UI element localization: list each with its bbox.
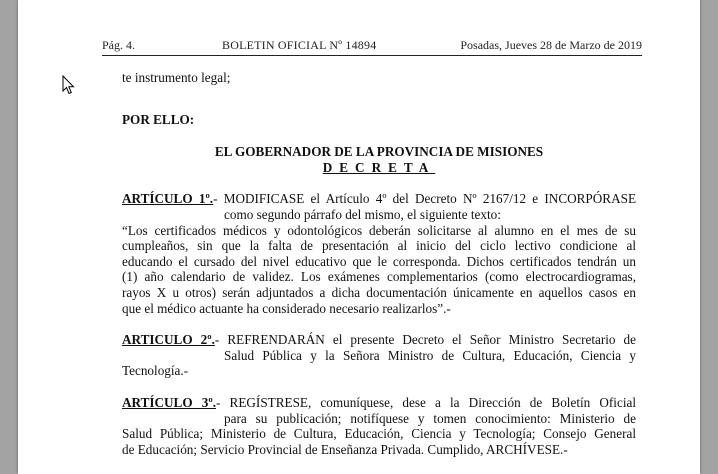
article-1 [122, 191, 636, 316]
article-3 [122, 395, 636, 457]
bulletin-title: BOLETIN OFICIAL Nº 14894 [222, 38, 377, 52]
quote-line-3: educando el cursado del nivel educativo que le corresponda. Dichos certificados tendrán un [122, 253, 636, 269]
document-body [122, 70, 636, 457]
article-3-line3: Salud Pública; Ministerio de Cultura, Educación, Ciencia y Tecnología; Consejo General [122, 426, 636, 442]
quote-line-6: que el médico actuante ha considerado necesario realizarlos”.- [122, 300, 451, 316]
page-number: Pág. 4. [102, 38, 135, 52]
running-header [102, 38, 642, 56]
article-2-label: ARTICULO 2º. [122, 332, 215, 348]
article-2-line1 [122, 332, 636, 348]
article-3-text1: - REGÍSTRESE, comuníquese, dese a la Dirección de Boletín Oficial [216, 394, 636, 410]
article-2 [122, 332, 636, 379]
article-1-text1: - MODIFICASE el Artículo 4º del Decreto Nº 2167/12 e INCORPÓRASE [213, 191, 636, 207]
decree-heading: EL GOBERNADOR DE LA PROVINCIA DE MISIONES [214, 144, 544, 160]
quote-line-1: “Los certificados médicos y odontológicos deberán solicitarse al alumno en el mes de su [122, 222, 636, 238]
article-2-text1: - REFRENDARÁN el presente Decreto el Señor Ministro Secretario de [214, 332, 636, 348]
article-3-label: ARTÍCULO 3º. [122, 394, 217, 410]
document-page [18, 0, 700, 474]
mouse-pointer-icon [62, 75, 76, 95]
article-3-line1 [122, 395, 636, 411]
article-2-line2: Salud Pública y la Señora Ministro de Cultura, Educación, Ciencia y [224, 347, 636, 363]
article-3-line4: de Educación; Servicio Provincial de Enseñanza Privada. Cumplido, ARCHÍVESE.- [122, 441, 568, 457]
decreta-text: DECRETA [322, 159, 436, 175]
quote-line-2: cumpleaños, sin que la falta de presentación al inicio del ciclo lectivo condicione al [122, 238, 636, 254]
por-ello-label: POR ELLO: [122, 111, 195, 127]
quote-line-5: rayos X u otros) serán adjuntados a dicha documentación únicamente en aquellos casos en [122, 284, 636, 300]
quote-line-4: (1) año calendario de validez. Los exámenes complementarios (como electrocardiogramas, [122, 269, 636, 285]
article-1-label: ARTÍCULO 1º. [122, 191, 214, 207]
intro-text: te instrumento legal; [122, 70, 231, 85]
article-3-line2: para su publicación; notifíquese y tomen conocimiento: Ministerio de [224, 410, 636, 426]
article-1-line1 [122, 191, 636, 207]
article-1-line2: como segundo párrafo del mismo, el siguiente texto: [224, 206, 501, 222]
article-2-line3: Tecnología.- [122, 363, 189, 379]
decreta-label [122, 160, 636, 176]
place-date: Posadas, Jueves 28 de Marzo de 2019 [460, 38, 642, 52]
